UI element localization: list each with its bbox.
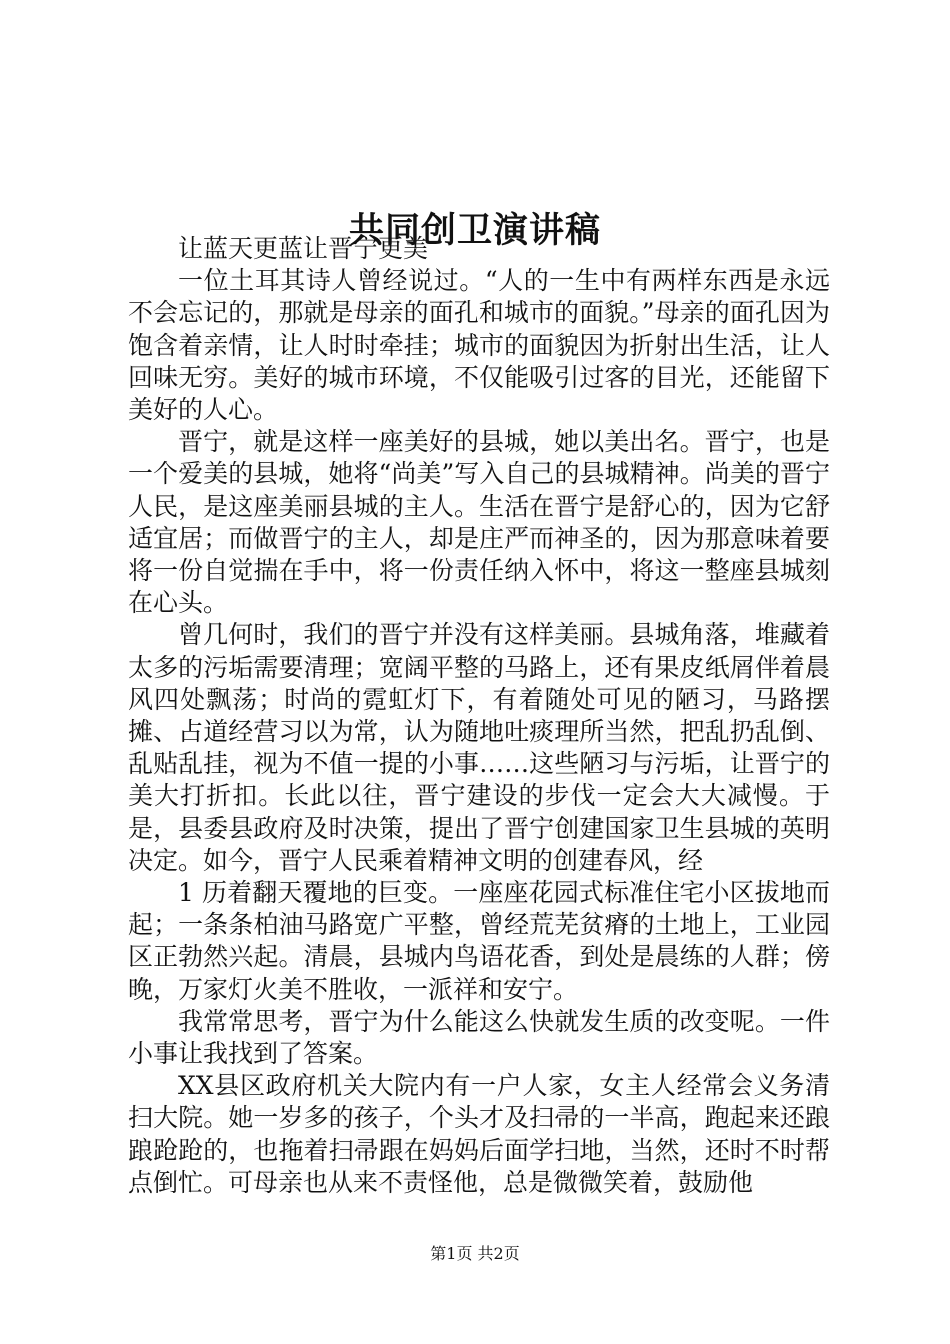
document-title: 共同创卫演讲稿 — [348, 210, 601, 252]
body-paragraph: 曾几何时，我们的晋宁并没有这样美丽。县城角落，堆藏着太多的污垢需要清理；宽阔平整的马路上，还有果皮纸屑伴着晨风四处飘荡；时尚的霓虹灯下，有着随处可见的陋习，马路摆摊、占道经营习以为常，认为随地吐痰理所当然，把乱扔乱倒、乱贴乱挂，视为不值一提的小事……这些陋习与污垢，让晋宁的美大打折扣。长此以往，晋宁建设的步伐一定会大大减慢。于是，县委县政府及时决策，提出了晋宁创建国家卫生县城的英明决定。如今，晋宁人民乘着精神文明的创建春风，经 — [128, 620, 830, 875]
body-paragraph: 晋宁，就是这样一座美好的县城，她以美出名。晋宁，也是一个爱美的县城，她将“尚美”写入自己的县城精神。尚美的晋宁人民，是这座美丽县城的主人。生活在晋宁是舒心的，因为它舒适宜居；而做晋宁的主人，却是庄严而神圣的，因为那意味着要将一份自觉揣在手中，将一份责任纳入怀中，将这一整座县城刻在心头。 — [128, 427, 830, 618]
document-body — [128, 233, 830, 1199]
body-paragraph: XX县区政府机关大院内有一户人家，女主人经常会义务清扫大院。她一岁多的孩子，个头才及扫帚的一半高，跑起来还踉踉跄跄的，也拖着扫帚跟在妈妈后面学扫地，当然，还时不时帮点倒忙。可母亲也从来不责怪他，总是微微笑着，鼓励他 — [128, 1071, 830, 1197]
body-paragraph: 1 历着翻天覆地的巨变。一座座花园式标准住宅小区拔地而起；一条条柏油马路宽广平整，曾经荒芜贫瘠的土地上，工业园区正勃然兴起。清晨，县城内鸟语花香，到处是晨练的人群；傍晚，万家灯火美不胜收，一派祥和安宁。 — [128, 878, 830, 1004]
page-number-footer: 第1页 共2页 — [430, 1244, 520, 1263]
body-paragraph: 我常常思考，晋宁为什么能这么快就发生质的改变呢。一件小事让我找到了答案。 — [128, 1006, 830, 1069]
subtitle-paragraph: 让蓝天更蓝让晋宁更美 — [178, 234, 429, 263]
body-paragraph: 一位土耳其诗人曾经说过。“人的一生中有两样东西是永远不会忘记的，那就是母亲的面孔和城市的面貌。”母亲的面孔因为饱含着亲情，让人时时牵挂；城市的面貌因为折射出生活，让人回味无穷。美好的城市环境，不仅能吸引过客的目光，还能留下美好的人心。 — [128, 266, 830, 425]
